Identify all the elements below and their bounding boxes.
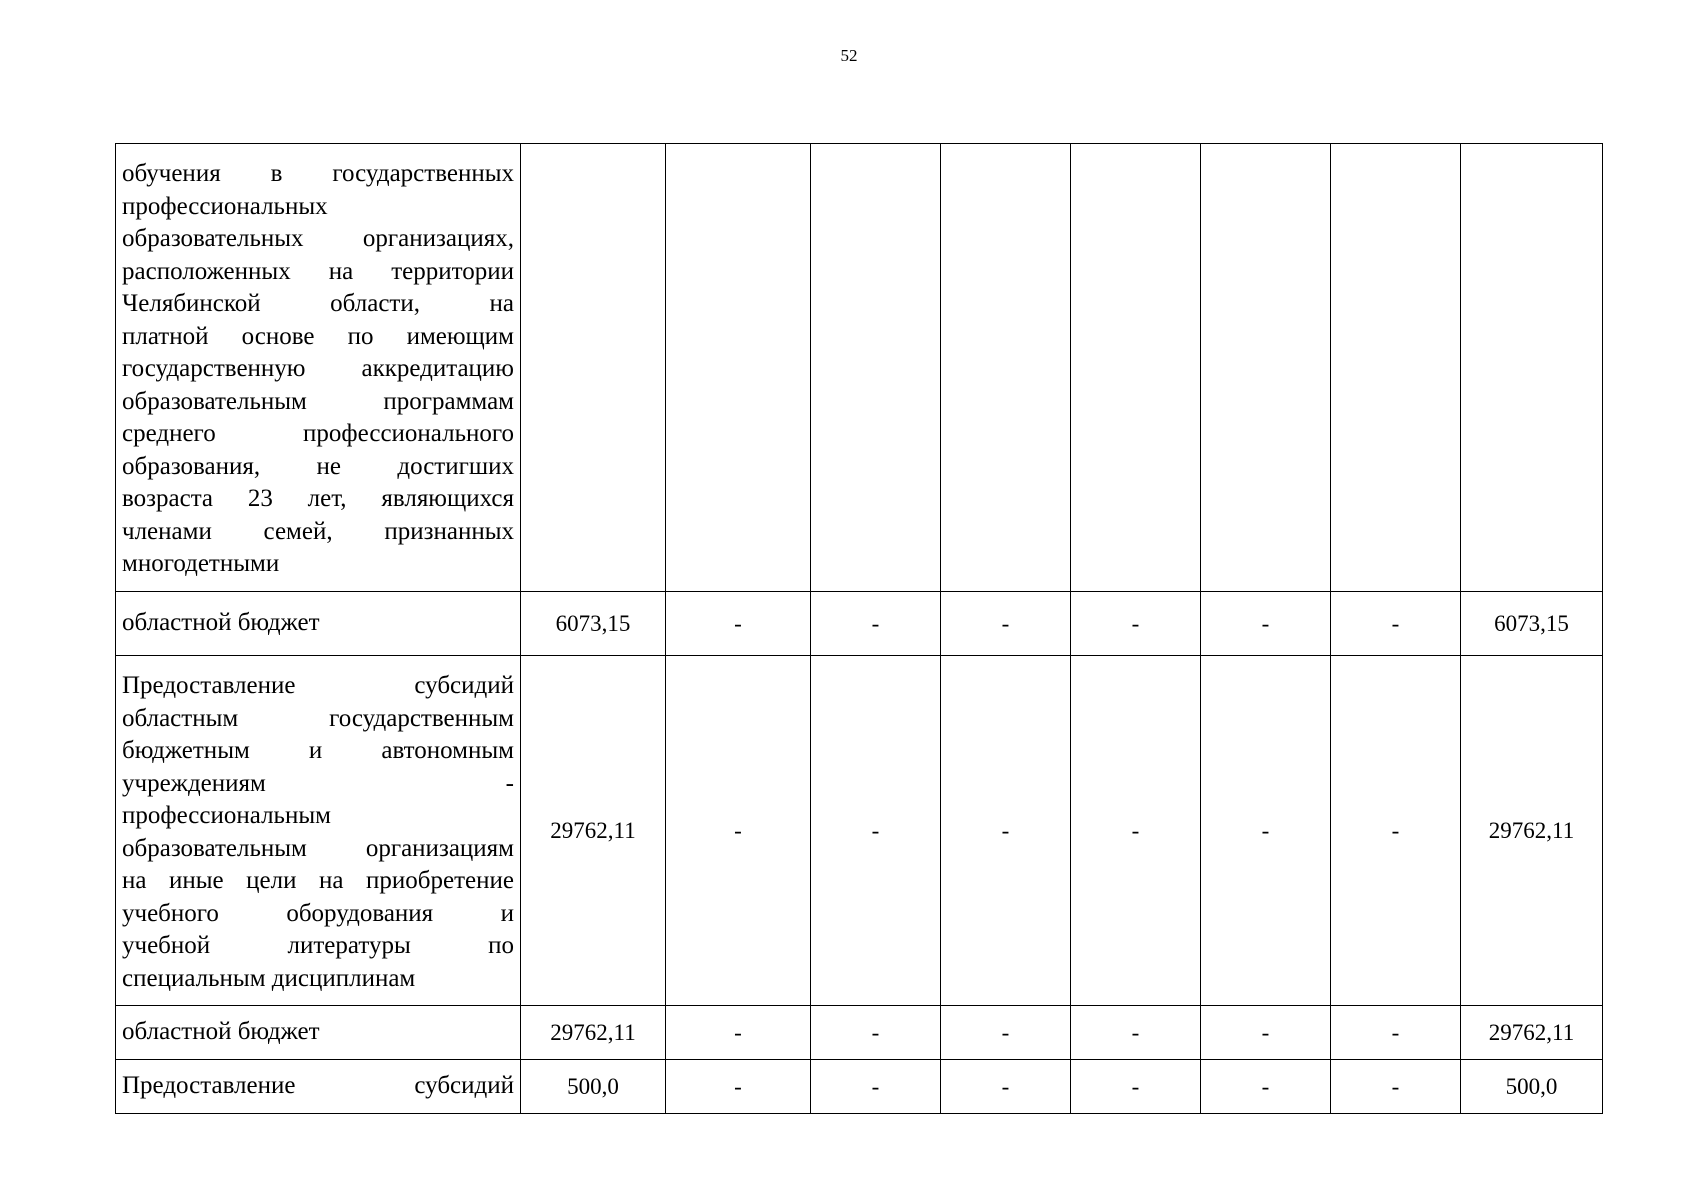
value-cell: -: [1071, 1060, 1201, 1114]
description-line: образовательных организациях,: [122, 225, 514, 252]
value-cell: -: [666, 656, 811, 1006]
description-line: государственную аккредитацию: [122, 355, 514, 382]
description-line: областным государственным: [122, 704, 514, 732]
value-cell: [811, 144, 941, 592]
value-cell: -: [1331, 1060, 1461, 1114]
value-cell: -: [1071, 1006, 1201, 1060]
row-description: [116, 1060, 521, 1114]
description-line: расположенных на территории: [122, 257, 514, 285]
value-cell: [666, 144, 811, 592]
description-line: образования, не достигших: [122, 452, 514, 480]
value-cell: -: [1071, 656, 1201, 1006]
description-line: учебной литературы по: [122, 932, 514, 959]
value-cell: -: [941, 1006, 1071, 1060]
value-cell: [1201, 144, 1331, 592]
value-cell: -: [811, 592, 941, 656]
value-cell: -: [1331, 1006, 1461, 1060]
total-cell: 29762,11: [1461, 1006, 1603, 1060]
value-cell: -: [811, 1006, 941, 1060]
description-line: на иные цели на приобретение: [122, 867, 514, 894]
description-line: платной основе по имеющим: [122, 322, 514, 350]
description-line: профессиональных: [122, 192, 328, 220]
total-cell: 500,0: [1461, 1060, 1603, 1114]
value-cell: 6073,15: [521, 592, 666, 656]
description-line: обучения в государственных: [122, 160, 514, 187]
total-cell: [1461, 144, 1603, 592]
description-line: специальным дисциплинам: [122, 964, 416, 992]
description-line: учебного оборудования и: [122, 899, 514, 927]
value-cell: [1071, 144, 1201, 592]
description-line: членами семей, признанных: [122, 517, 514, 545]
value-cell: [521, 144, 666, 592]
table-row: [116, 1060, 1603, 1114]
value-cell: -: [811, 656, 941, 1006]
budget-table: [115, 143, 1603, 1114]
description-line: многодетными: [122, 550, 280, 577]
table-row: [116, 1006, 1603, 1060]
table-row: [116, 592, 1603, 656]
value-cell: -: [1331, 656, 1461, 1006]
total-cell: 29762,11: [1461, 656, 1603, 1006]
description-line: Предоставление субсидий: [122, 672, 514, 699]
value-cell: -: [1201, 1006, 1331, 1060]
description-line: Челябинской области, на: [122, 290, 514, 317]
value-cell: -: [1071, 592, 1201, 656]
description-line: учреждениям -: [122, 769, 514, 797]
description-line: Предоставление субсидий: [122, 1072, 514, 1100]
value-cell: 29762,11: [521, 1006, 666, 1060]
value-cell: 500,0: [521, 1060, 666, 1114]
total-cell: 6073,15: [1461, 592, 1603, 656]
value-cell: -: [941, 1060, 1071, 1114]
page-number: 52: [840, 46, 858, 65]
description-line: бюджетным и автономным: [122, 737, 514, 764]
value-cell: [941, 144, 1071, 592]
description-line: среднего профессионального: [122, 420, 514, 447]
value-cell: -: [811, 1060, 941, 1114]
value-cell: -: [941, 656, 1071, 1006]
value-cell: -: [666, 1060, 811, 1114]
description-line: образовательным организациям: [122, 834, 514, 862]
value-cell: -: [1201, 656, 1331, 1006]
value-cell: -: [1331, 592, 1461, 656]
row-description: [116, 656, 521, 1006]
table-row: [116, 656, 1603, 1006]
value-cell: -: [666, 592, 811, 656]
description-line: образовательным программам: [122, 387, 514, 415]
value-cell: -: [666, 1006, 811, 1060]
description-line: профессиональным: [122, 802, 331, 829]
budget-label: областной бюджет: [116, 1006, 521, 1060]
value-cell: -: [1201, 592, 1331, 656]
value-cell: -: [941, 592, 1071, 656]
description-line: возраста 23 лет, являющихся: [122, 485, 514, 512]
value-cell: [1331, 144, 1461, 592]
value-cell: -: [1201, 1060, 1331, 1114]
budget-label: областной бюджет: [116, 592, 521, 656]
value-cell: 29762,11: [521, 656, 666, 1006]
table-row: [116, 144, 1603, 592]
row-description: [116, 144, 521, 592]
